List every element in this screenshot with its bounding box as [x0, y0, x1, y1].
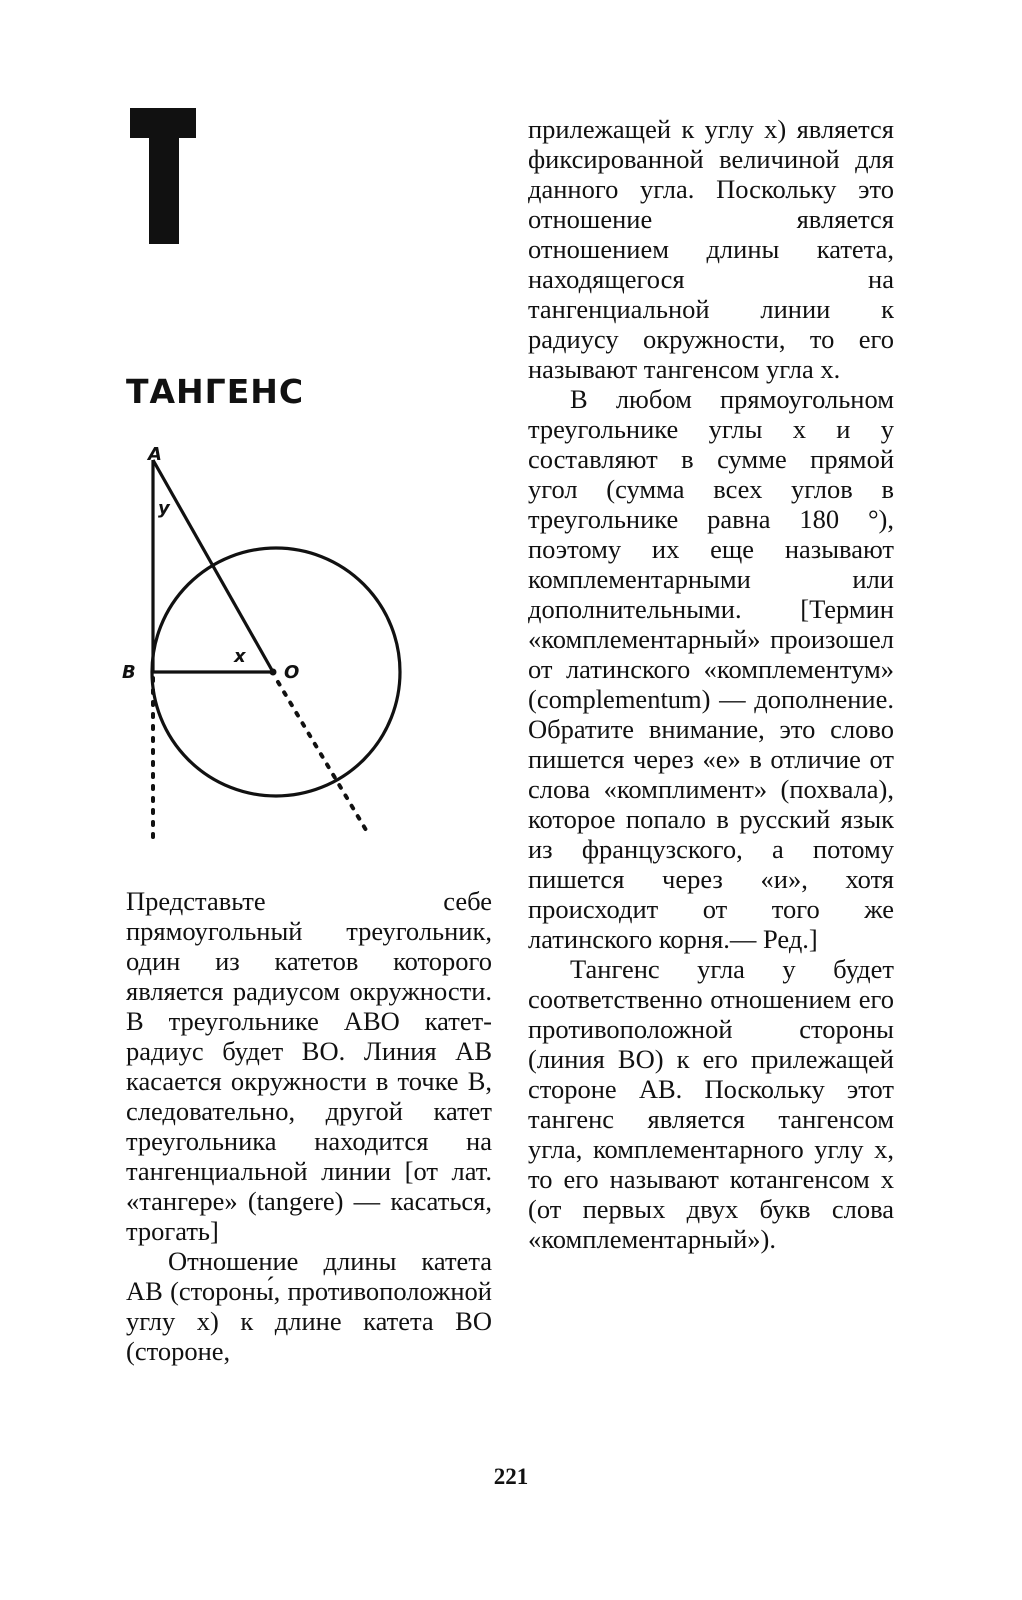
- right-column: [528, 114, 894, 1254]
- left-column: [126, 886, 492, 1366]
- label-y: y: [158, 498, 170, 519]
- label-a: A: [148, 444, 162, 465]
- paragraph: Отношение длины катета AB (стороны́, противоположной углу x) к длине катета BO (стороне,: [126, 1246, 492, 1366]
- ao-extension: [278, 682, 366, 830]
- label-b: B: [122, 662, 136, 683]
- label-x: x: [234, 646, 246, 667]
- paragraph: Тангенс угла y будет соответственно отношением его противоположной стороны (линия BO) к его прилежащей стороне AB. Поскольку этот тангенс является тангенсом угла, комплементарного углу x, то его называют котангенсом x (от первых двух букв слова «комплементарный»).: [528, 954, 894, 1254]
- page-number: 221: [493, 1464, 529, 1489]
- label-o: O: [284, 662, 300, 683]
- paragraph: прилежащей к углу x) является фиксированной величиной для данного угла. Поскольку это отношение является отношением длины катета, находящегося на тангенциальной линии к радиусу окружности, то его называют тангенсом угла x.: [528, 114, 894, 384]
- paragraph: В любом прямоугольном треугольнике углы x и y составляют в сумме прямой угол (сумма всех углов в треугольнике равна 180 °), поэтому их еще называют комплементарными или дополнительными. [Термин «комплементарный» произошел от латинского «комплементум» (complementum) — дополнение. Обратите внимание, это слово пишется через «е» в отличие от слова «комплимент» (похвала), которое попало в русский язык из французского, а потому пишется через «и», хотя происходит от того же латинского корня.— Ред.]: [528, 384, 894, 954]
- section-letter: [130, 108, 196, 244]
- line-ao: [153, 460, 273, 672]
- point-o: [270, 669, 277, 676]
- tangent-diagram: [118, 438, 408, 868]
- paragraph: Представьте себе прямоугольный треугольник, один из катетов которого является радиусом окружности. В треугольнике ABO катет-радиус будет BO. Линия AB касается окружности в точке B, следовательно, другой катет треугольника находится на тангенциальной линии [от лат. «тангере» (tangere) — касаться, трогать]: [126, 886, 492, 1246]
- entry-heading: ТАНГЕНС: [126, 372, 305, 411]
